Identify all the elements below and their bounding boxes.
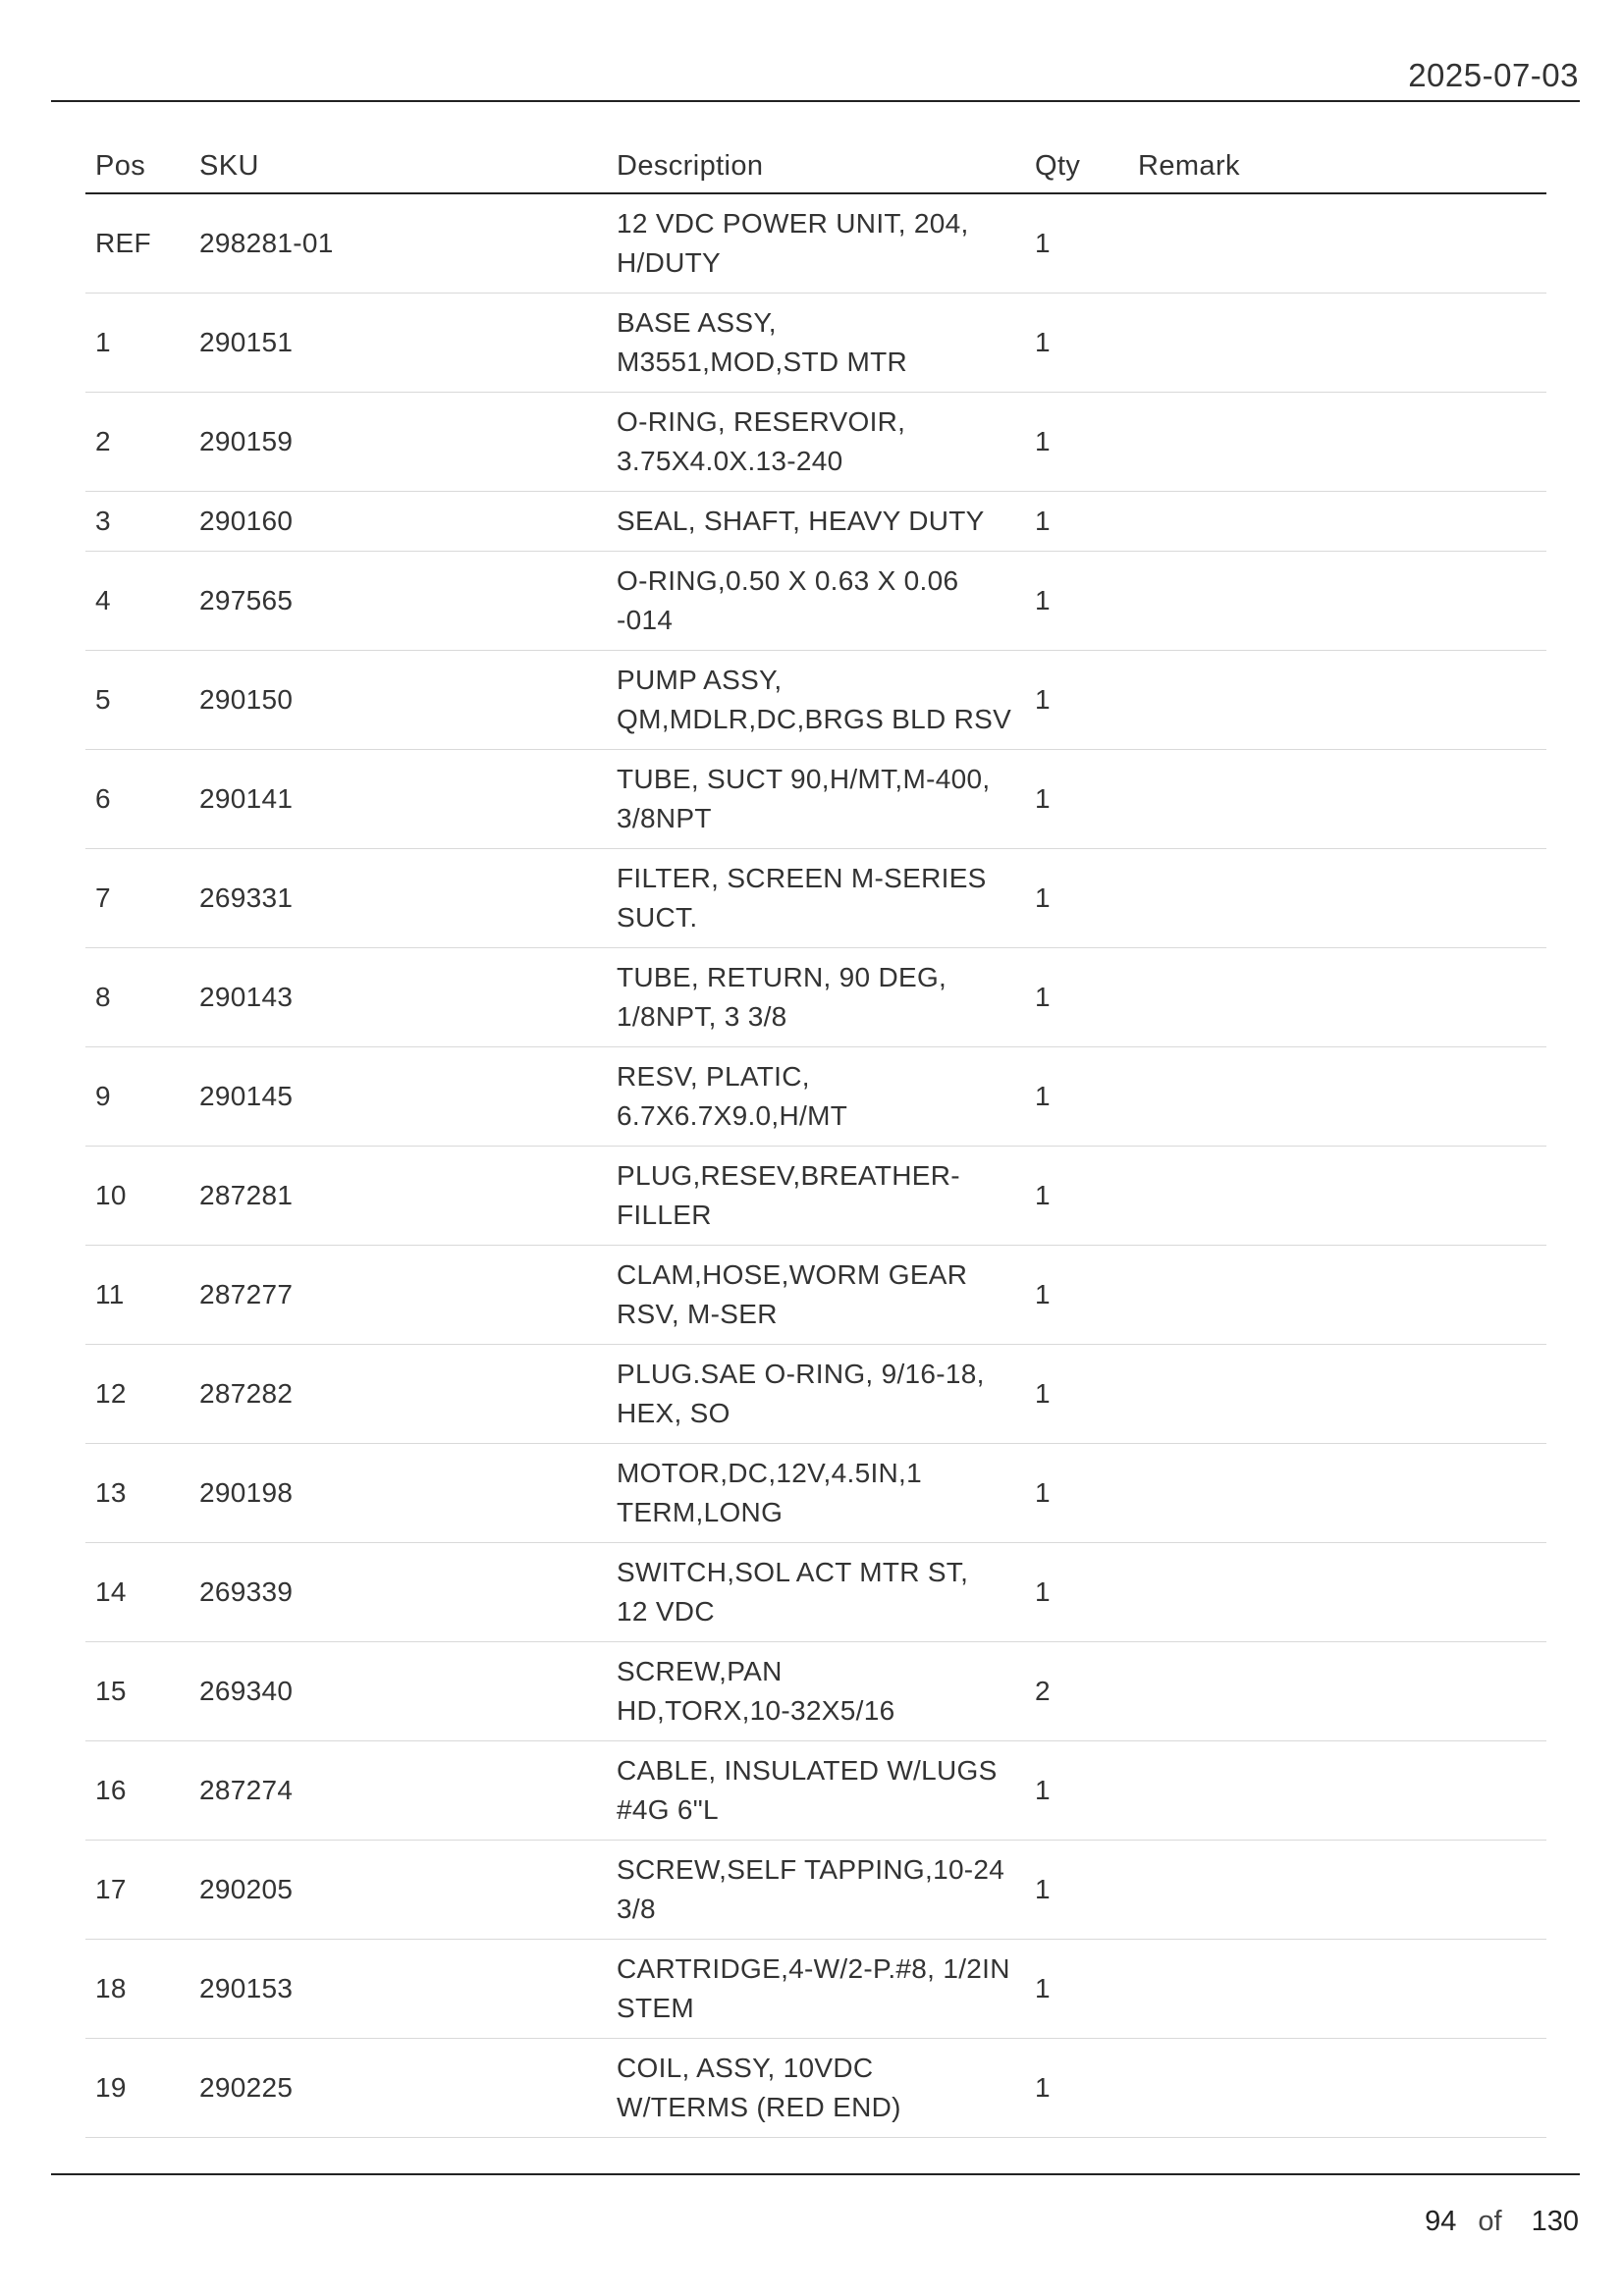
cell-sku: 290225	[189, 2039, 607, 2138]
description-line: 3/8	[617, 1894, 656, 1924]
description-line: SWITCH,SOL ACT MTR ST,	[617, 1557, 969, 1587]
description-line: H/DUTY	[617, 247, 722, 278]
cell-pos: 1	[85, 294, 189, 393]
cell-pos: 18	[85, 1940, 189, 2039]
cell-sku: 290151	[189, 294, 607, 393]
cell-qty: 1	[1025, 552, 1128, 651]
description-line: O-RING,0.50 X 0.63 X 0.06	[617, 565, 959, 596]
cell-description	[607, 193, 1025, 294]
table-row	[85, 1741, 1546, 1841]
cell-pos: 8	[85, 948, 189, 1047]
description-line: 12 VDC POWER UNIT, 204,	[617, 208, 969, 239]
description-line: #4G 6"L	[617, 1794, 719, 1825]
cell-pos: REF	[85, 193, 189, 294]
cell-description	[607, 294, 1025, 393]
page-of-label: of	[1478, 2206, 1502, 2237]
cell-pos: 17	[85, 1841, 189, 1940]
current-page-number: 94	[1425, 2206, 1457, 2237]
description-line: BASE ASSY,	[617, 307, 777, 338]
description-line: M3551,MOD,STD MTR	[617, 347, 908, 377]
description-line: HEX, SO	[617, 1398, 730, 1428]
cell-remark	[1128, 393, 1546, 492]
total-pages-number: 130	[1531, 2206, 1579, 2237]
cell-remark	[1128, 750, 1546, 849]
cell-pos: 12	[85, 1345, 189, 1444]
cell-sku: 287282	[189, 1345, 607, 1444]
cell-pos: 11	[85, 1246, 189, 1345]
cell-remark	[1128, 1642, 1546, 1741]
description-line: CARTRIDGE,4-W/2-P.#8, 1/2IN	[617, 1953, 1010, 1984]
cell-qty: 1	[1025, 1047, 1128, 1147]
cell-sku: 290143	[189, 948, 607, 1047]
description-line: SCREW,PAN	[617, 1656, 783, 1686]
cell-remark	[1128, 1444, 1546, 1543]
cell-qty: 2	[1025, 1642, 1128, 1741]
cell-sku: 269339	[189, 1543, 607, 1642]
cell-remark	[1128, 1543, 1546, 1642]
description-line: 6.7X6.7X9.0,H/MT	[617, 1100, 848, 1131]
description-line: FILTER, SCREEN M-SERIES	[617, 863, 987, 893]
cell-pos: 3	[85, 492, 189, 552]
cell-remark	[1128, 1047, 1546, 1147]
cell-description	[607, 1444, 1025, 1543]
cell-qty: 1	[1025, 294, 1128, 393]
description-line: 12 VDC	[617, 1596, 715, 1627]
description-line: QM,MDLR,DC,BRGS BLD RSV	[617, 704, 1012, 734]
cell-sku: 298281-01	[189, 193, 607, 294]
description-line: CLAM,HOSE,WORM GEAR	[617, 1259, 968, 1290]
cell-remark	[1128, 552, 1546, 651]
cell-pos: 2	[85, 393, 189, 492]
description-line: 3.75X4.0X.13-240	[617, 446, 843, 476]
cell-remark	[1128, 1246, 1546, 1345]
cell-remark	[1128, 1841, 1546, 1940]
cell-description	[607, 750, 1025, 849]
cell-pos: 10	[85, 1147, 189, 1246]
column-header-remark: Remark	[1128, 140, 1546, 193]
parts-table	[85, 140, 1546, 2138]
cell-description	[607, 1246, 1025, 1345]
cell-qty: 1	[1025, 849, 1128, 948]
cell-description	[607, 552, 1025, 651]
table-row	[85, 294, 1546, 393]
column-header-description: Description	[607, 140, 1025, 193]
table-row	[85, 2039, 1546, 2138]
description-line: 1/8NPT, 3 3/8	[617, 1001, 787, 1032]
description-line: FILLER	[617, 1200, 712, 1230]
table-row	[85, 1345, 1546, 1444]
cell-pos: 13	[85, 1444, 189, 1543]
cell-remark	[1128, 948, 1546, 1047]
parts-table-body	[85, 193, 1546, 2138]
document-date: 2025-07-03	[1408, 57, 1579, 93]
cell-qty: 1	[1025, 1246, 1128, 1345]
cell-sku: 290198	[189, 1444, 607, 1543]
table-row	[85, 1940, 1546, 2039]
cell-pos: 7	[85, 849, 189, 948]
description-line: SCREW,SELF TAPPING,10-24	[617, 1854, 1005, 1885]
cell-sku: 290159	[189, 393, 607, 492]
cell-description	[607, 393, 1025, 492]
description-line: RESV, PLATIC,	[617, 1061, 810, 1092]
description-line: COIL, ASSY, 10VDC	[617, 2053, 874, 2083]
cell-description	[607, 2039, 1025, 2138]
cell-description	[607, 492, 1025, 552]
cell-qty: 1	[1025, 2039, 1128, 2138]
cell-remark	[1128, 1345, 1546, 1444]
cell-remark	[1128, 849, 1546, 948]
table-row	[85, 651, 1546, 750]
cell-pos: 6	[85, 750, 189, 849]
cell-description	[607, 1741, 1025, 1841]
table-row	[85, 552, 1546, 651]
description-line: 3/8NPT	[617, 803, 712, 833]
cell-remark	[1128, 1741, 1546, 1841]
description-line: PUMP ASSY,	[617, 665, 783, 695]
cell-pos: 15	[85, 1642, 189, 1741]
cell-sku: 269331	[189, 849, 607, 948]
cell-remark	[1128, 193, 1546, 294]
cell-sku: 290153	[189, 1940, 607, 2039]
column-header-sku: SKU	[189, 140, 607, 193]
page-counter	[1425, 2206, 1579, 2238]
table-row	[85, 492, 1546, 552]
table-header-row	[85, 140, 1546, 193]
cell-qty: 1	[1025, 1147, 1128, 1246]
table-row	[85, 1543, 1546, 1642]
description-line: TUBE, RETURN, 90 DEG,	[617, 962, 947, 992]
table-row	[85, 1444, 1546, 1543]
cell-qty: 1	[1025, 750, 1128, 849]
table-row	[85, 1246, 1546, 1345]
cell-sku: 287277	[189, 1246, 607, 1345]
description-line: RSV, M-SER	[617, 1299, 778, 1329]
cell-description	[607, 1642, 1025, 1741]
description-line: SEAL, SHAFT, HEAVY DUTY	[617, 506, 985, 536]
table-row	[85, 948, 1546, 1047]
cell-qty: 1	[1025, 393, 1128, 492]
cell-description	[607, 849, 1025, 948]
cell-remark	[1128, 1940, 1546, 2039]
cell-description	[607, 1047, 1025, 1147]
cell-pos: 19	[85, 2039, 189, 2138]
description-line: CABLE, INSULATED W/LUGS	[617, 1755, 998, 1786]
cell-sku: 290145	[189, 1047, 607, 1147]
cell-sku: 290150	[189, 651, 607, 750]
table-row	[85, 1047, 1546, 1147]
cell-remark	[1128, 492, 1546, 552]
description-line: SUCT.	[617, 902, 698, 933]
cell-remark	[1128, 651, 1546, 750]
footer-divider	[51, 2173, 1580, 2175]
cell-description	[607, 1940, 1025, 2039]
cell-qty: 1	[1025, 948, 1128, 1047]
cell-description	[607, 1147, 1025, 1246]
cell-sku: 297565	[189, 552, 607, 651]
cell-sku: 287274	[189, 1741, 607, 1841]
header-divider	[51, 100, 1580, 102]
table-row	[85, 1147, 1546, 1246]
cell-remark	[1128, 2039, 1546, 2138]
column-header-qty: Qty	[1025, 140, 1128, 193]
description-line: PLUG,RESEV,BREATHER-	[617, 1160, 960, 1191]
table-row	[85, 1642, 1546, 1741]
description-line: PLUG.SAE O-RING, 9/16-18,	[617, 1359, 985, 1389]
cell-sku: 290141	[189, 750, 607, 849]
cell-pos: 5	[85, 651, 189, 750]
cell-pos: 4	[85, 552, 189, 651]
cell-description	[607, 948, 1025, 1047]
table-row	[85, 750, 1546, 849]
table-row	[85, 1841, 1546, 1940]
cell-sku: 290205	[189, 1841, 607, 1940]
cell-sku: 290160	[189, 492, 607, 552]
cell-description	[607, 1543, 1025, 1642]
cell-sku: 287281	[189, 1147, 607, 1246]
cell-description	[607, 1841, 1025, 1940]
cell-qty: 1	[1025, 1444, 1128, 1543]
description-line: -014	[617, 605, 674, 635]
cell-qty: 1	[1025, 1841, 1128, 1940]
cell-description	[607, 1345, 1025, 1444]
description-line: MOTOR,DC,12V,4.5IN,1	[617, 1458, 923, 1488]
cell-qty: 1	[1025, 1345, 1128, 1444]
description-line: O-RING, RESERVOIR,	[617, 406, 906, 437]
table-row	[85, 393, 1546, 492]
cell-qty: 1	[1025, 1741, 1128, 1841]
description-line: TERM,LONG	[617, 1497, 784, 1527]
table-row	[85, 193, 1546, 294]
description-line: STEM	[617, 1993, 694, 2023]
cell-remark	[1128, 294, 1546, 393]
cell-pos: 9	[85, 1047, 189, 1147]
cell-pos: 14	[85, 1543, 189, 1642]
cell-description	[607, 651, 1025, 750]
cell-sku: 269340	[189, 1642, 607, 1741]
cell-pos: 16	[85, 1741, 189, 1841]
description-line: HD,TORX,10-32X5/16	[617, 1695, 895, 1726]
cell-remark	[1128, 1147, 1546, 1246]
cell-qty: 1	[1025, 1940, 1128, 2039]
column-header-pos: Pos	[85, 140, 189, 193]
cell-qty: 1	[1025, 193, 1128, 294]
table-row	[85, 849, 1546, 948]
cell-qty: 1	[1025, 651, 1128, 750]
cell-qty: 1	[1025, 492, 1128, 552]
description-line: TUBE, SUCT 90,H/MT,M-400,	[617, 764, 991, 794]
cell-qty: 1	[1025, 1543, 1128, 1642]
description-line: W/TERMS (RED END)	[617, 2092, 901, 2122]
